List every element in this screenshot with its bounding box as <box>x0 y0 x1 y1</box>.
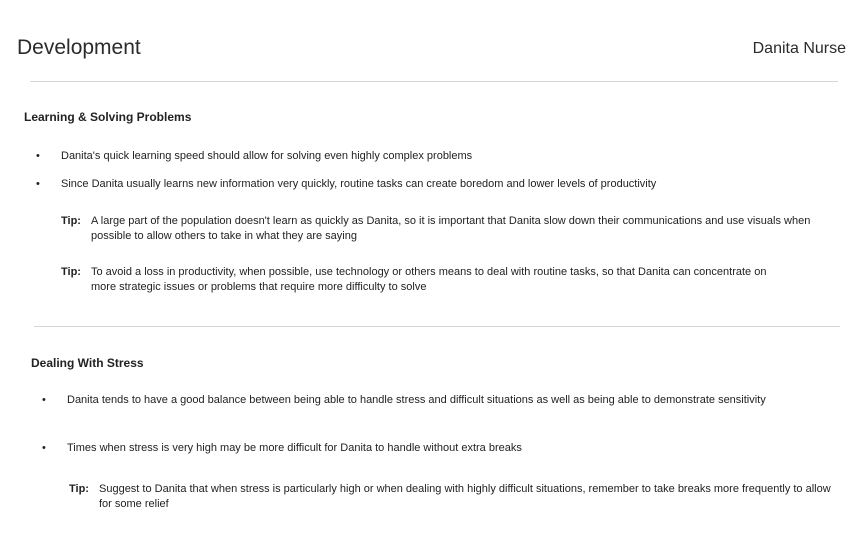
section-heading-learning: Learning & Solving Problems <box>24 110 192 124</box>
bullet-text: Danita tends to have a good balance between being able to handle stress and difficult situations as well as being able to demonstrate sensitivity <box>67 394 766 406</box>
tip-text: Suggest to Danita that when stress is particularly high or when dealing with highly difficult situations, remember to take breaks more frequently to allow for some relief <box>99 483 831 510</box>
page-title: Development <box>17 36 141 59</box>
bullet-item <box>36 177 836 192</box>
bullet-item <box>42 393 842 425</box>
tip-item <box>61 265 841 297</box>
section-heading-stress: Dealing With Stress <box>31 356 144 370</box>
bullet-item <box>36 149 836 164</box>
tip-label: Tip: <box>61 215 81 227</box>
tip-item <box>61 214 841 246</box>
bullet-item <box>42 441 842 456</box>
page-header <box>17 36 846 62</box>
bullet-dot: • <box>42 394 46 406</box>
bullet-text: Danita's quick learning speed should allow for solving even highly complex problems <box>61 150 473 162</box>
tip-label: Tip: <box>69 483 89 495</box>
bullet-text: Since Danita usually learns new information very quickly, routine tasks can create boredom and lower levels of productivity <box>61 178 657 190</box>
person-name: Danita Nurse <box>752 40 846 57</box>
tip-text: To avoid a loss in productivity, when possible, use technology or others means to deal with routine tasks, so that Danita can concentrate on more strategic issues or problems that require more difficulty to solve <box>91 266 767 293</box>
section-divider <box>34 326 840 327</box>
bullet-dot: • <box>36 178 40 190</box>
header-divider <box>30 81 838 82</box>
tip-label: Tip: <box>61 266 81 278</box>
tip-item <box>69 482 844 514</box>
bullet-text: Times when stress is very high may be more difficult for Danita to handle without extra breaks <box>67 442 522 454</box>
bullet-dot: • <box>36 150 40 162</box>
bullet-dot: • <box>42 442 46 454</box>
tip-text: A large part of the population doesn't learn as quickly as Danita, so it is important that Danita slow down their communications and use visuals when possible to allow others to take in what they are saying <box>91 215 811 242</box>
